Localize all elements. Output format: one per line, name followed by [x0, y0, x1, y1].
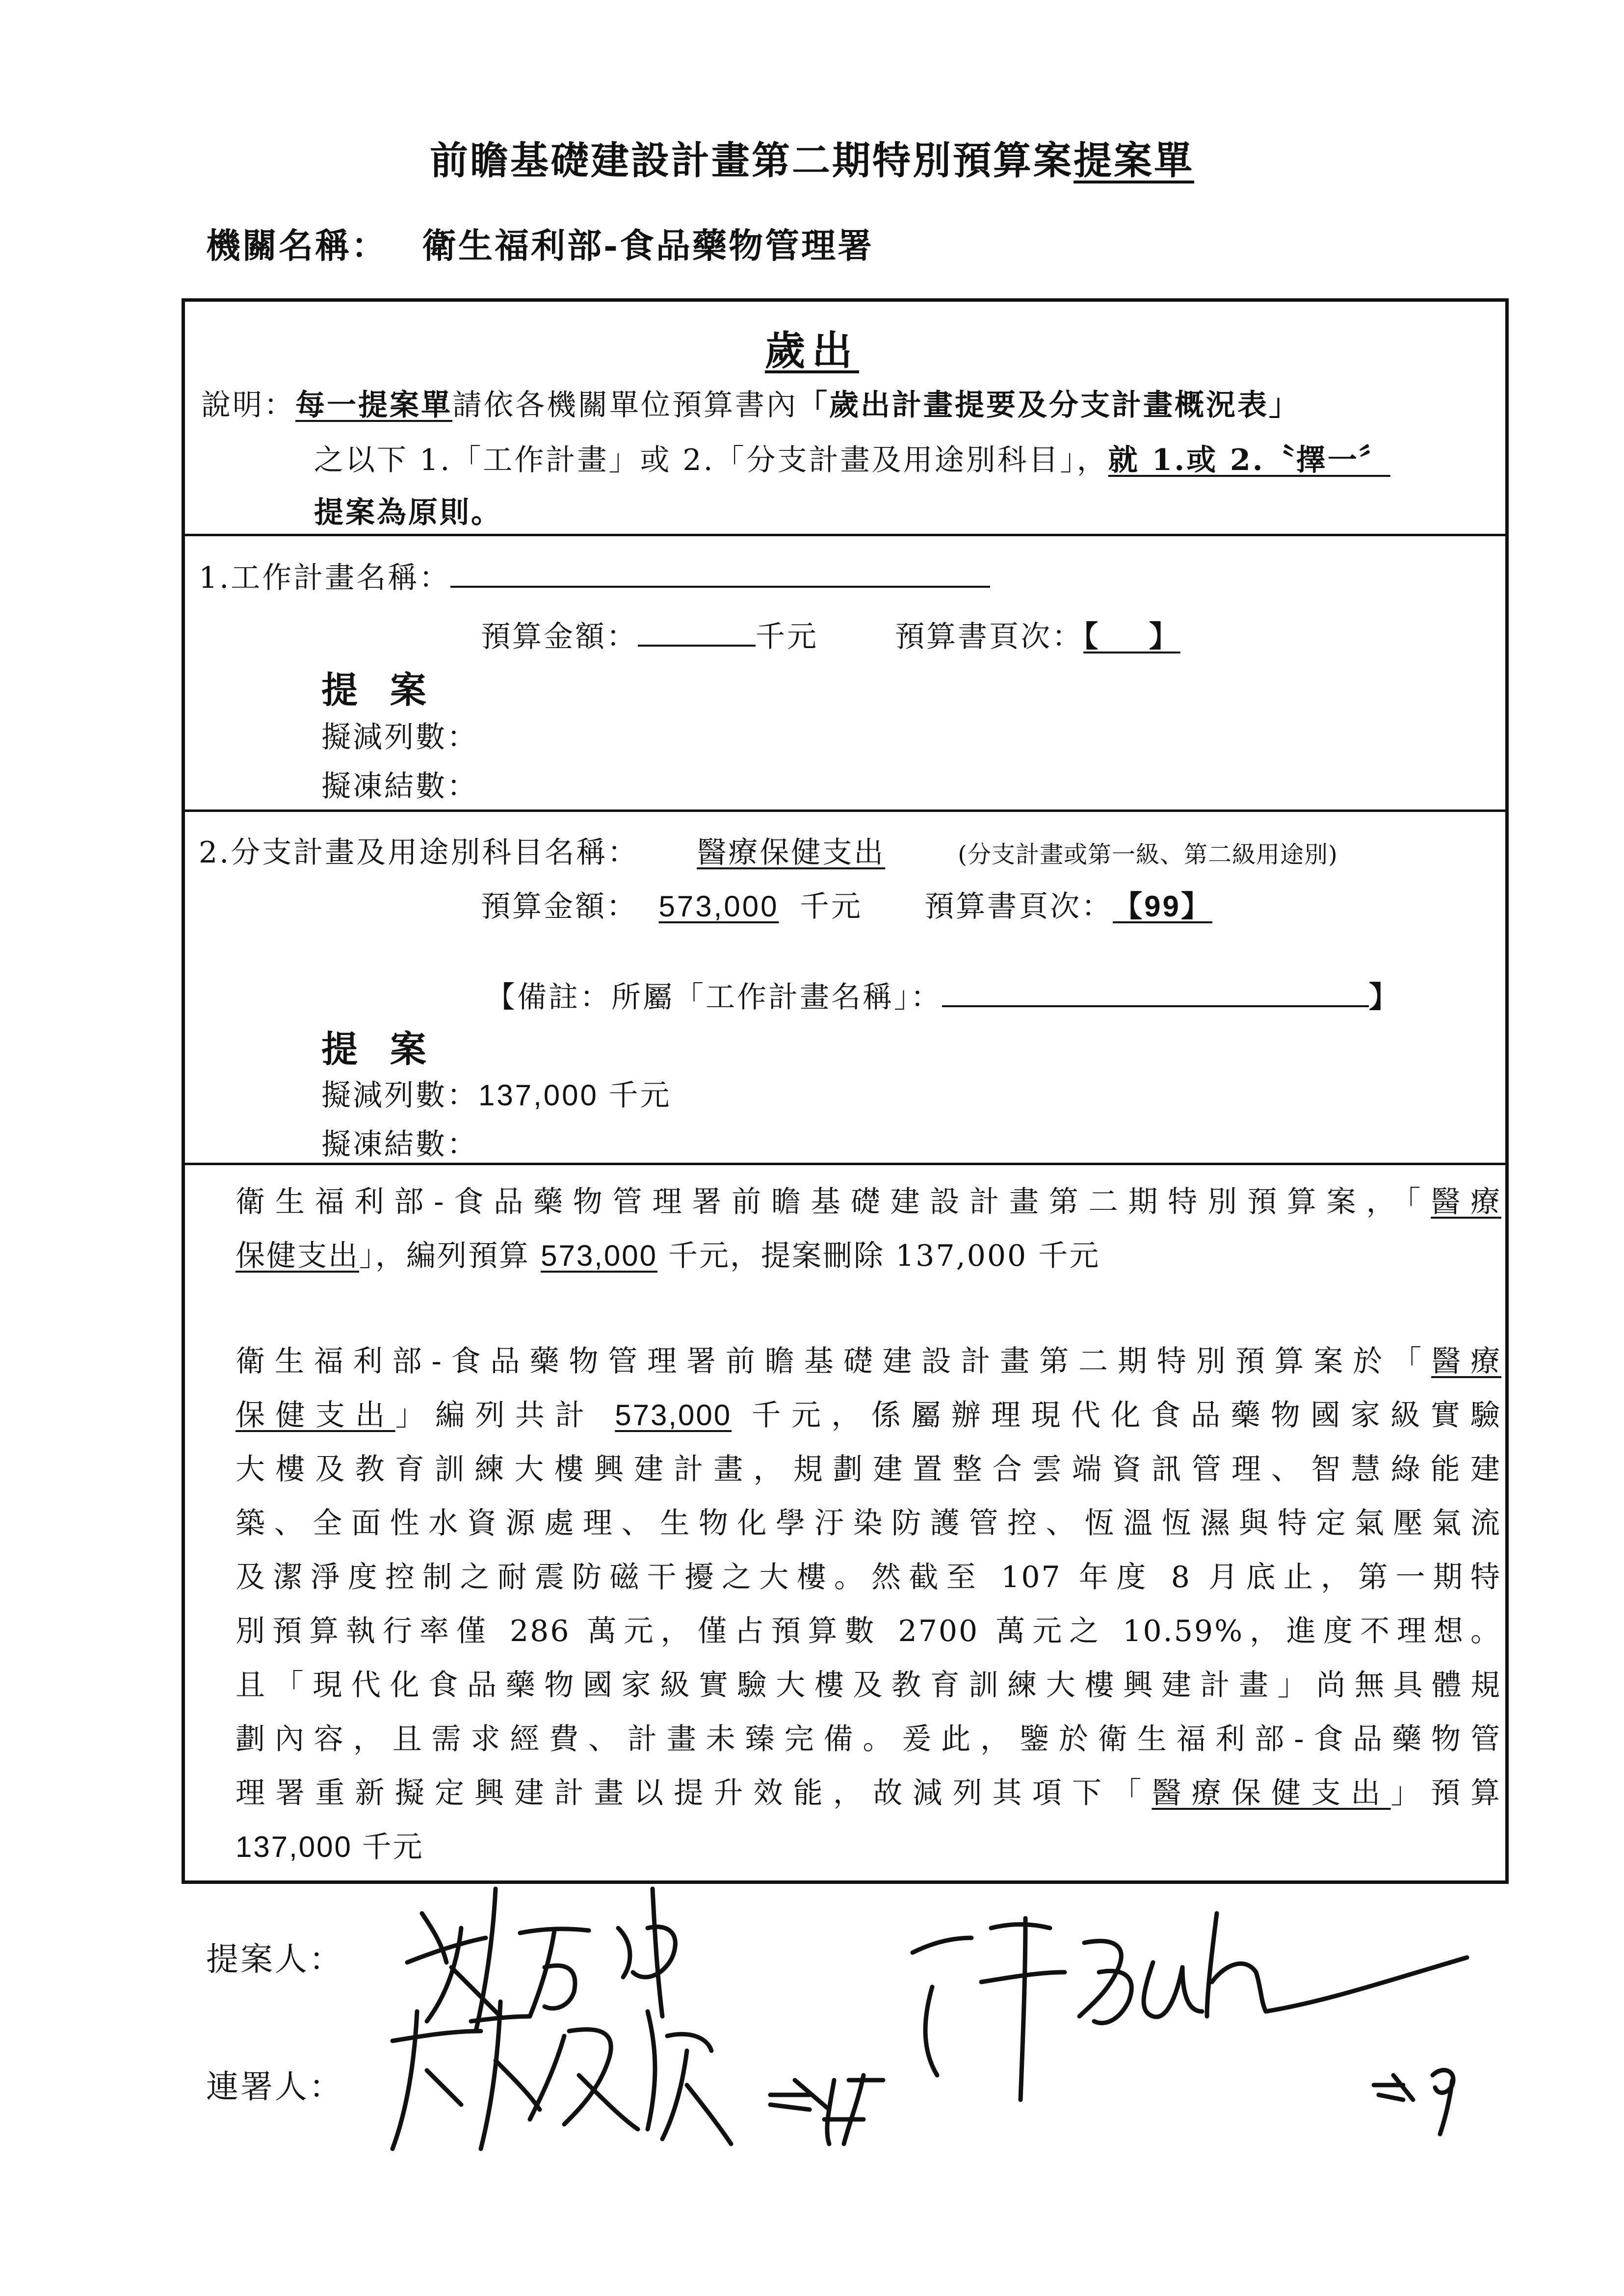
note-text-1: 請依各機關單位預算書內 — [452, 388, 798, 422]
section-title: 歲出 — [764, 327, 859, 374]
body-p2-line-3: 大樓及教育訓練大樓興建計畫，規劃建置整合雲端資訊管理、智慧綠能建 — [236, 1452, 1501, 1487]
title-main: 前瞻基礎建設計畫第二期特別預算案 — [429, 138, 1074, 183]
note-label: 說明： — [201, 388, 295, 422]
part2-freeze-label: 擬凍結數： — [321, 1127, 478, 1162]
body-p2-line-7: 且「現代化食品藥物國家級實驗大樓及教育訓練大樓興建計畫」尚無具體規 — [236, 1668, 1501, 1702]
part2-reduce-label: 擬減列數： — [321, 1078, 478, 1113]
part2-name-hint: (分支計畫或第一級、第二級用途別) — [958, 841, 1338, 868]
body-p2-line-8: 劃內容，且需求經費、計畫未臻完備。爰此，鑒於衛生福利部-食品藥物管 — [236, 1722, 1501, 1756]
note-emph-1: 每一提案單 — [295, 388, 452, 422]
part2-reduce-value: 137,000 千元 — [478, 1079, 672, 1112]
part2-name-value: 醫療保健支出 — [697, 835, 886, 870]
body-p1-line-2: 保健支出」，編列預算 573,000 千元，提案刪除 137,000 千元 — [236, 1239, 1100, 1273]
agency-label: 機關名稱： — [206, 225, 388, 266]
part1-amount-unit: 千元 — [756, 620, 818, 654]
part1-freeze-label: 擬凍結數： — [321, 769, 478, 804]
part2-amount-label: 預算金額： — [481, 889, 638, 924]
part1-page-label: 預算書頁次： — [895, 620, 1084, 654]
proposer-label: 提案人： — [206, 1940, 343, 1978]
part2-remark-prefix: 【備註：所屬「工作計畫名稱」： — [486, 980, 942, 1015]
body-p2-line-9: 理署重新擬定興建計畫以提升效能，故減列其項下「醫療保健支出」預算 — [236, 1776, 1502, 1810]
cosigner-signature-1 — [393, 2002, 883, 2149]
part1-amount-label: 預算金額： — [481, 620, 638, 654]
body-p2-line-1: 衛生福利部-食品藥物管理署前瞻基礎建設計畫第二期特別預算案於「醫療 — [236, 1344, 1501, 1379]
body-p1-line-1: 衛生福利部-食品藥物管理署前瞻基礎建設計畫第二期特別預算案，「醫療 — [236, 1185, 1501, 1219]
title-suffix: 提案單 — [1074, 138, 1195, 183]
body-p2-line-4: 築、全面性水資源處理、生物化學汙染防護管控、恆溫恆濕與特定氣壓氣流 — [236, 1506, 1501, 1540]
part2-page-label: 預算書頁次： — [924, 889, 1113, 924]
part2-remark-suffix: 】 — [1369, 980, 1400, 1015]
proposer-signature — [407, 1889, 675, 2031]
part2-amount-unit: 千元 — [800, 889, 863, 924]
note-text-2: 之以下 1.「工作計畫」或 2.「分支計畫及用途別科目」， — [314, 443, 1108, 477]
part2-name-label: 2.分支計畫及用途別科目名稱： — [199, 835, 639, 870]
part1-page-value: 【 】 — [1083, 620, 1180, 654]
agency-value: 衛生福利部-食品藥物管理署 — [422, 225, 874, 266]
note-emph-2: 「歲出計畫提要及分支計畫概況表」 — [798, 388, 1300, 422]
note-line-3: 提案為原則。 — [314, 496, 502, 530]
part1-reduce-label: 擬減列數： — [321, 720, 478, 755]
part2-proposal-heading: 提 案 — [321, 1028, 436, 1070]
cosigner-signature-2 — [913, 1913, 1467, 2134]
part2-page-value: 【99】 — [1113, 890, 1212, 923]
part1-proposal-heading: 提 案 — [321, 669, 436, 711]
body-p2-line-5: 及潔淨度控制之耐震防磁干擾之大樓。然截至 107 年度 8 月底止，第一期特 — [236, 1560, 1501, 1594]
cosigner-label: 連署人： — [206, 2068, 343, 2106]
body-p2-line-10: 137,000 千元 — [236, 1830, 424, 1863]
part1-name-label: 1.工作計畫名稱： — [199, 561, 451, 595]
body-p2-line-2: 保健支出」編列共計 573,000 千元，係屬辦理現代化食品藥物國家級實驗 — [236, 1398, 1501, 1433]
body-p2-line-6: 別預算執行率僅 286 萬元，僅占預算數 2700 萬元之 10.59%，進度不理想。 — [236, 1614, 1501, 1648]
note-emph-3: 就 1.或 2.〝擇一〞 — [1108, 443, 1390, 477]
part2-amount-value: 573,000 — [658, 890, 779, 923]
